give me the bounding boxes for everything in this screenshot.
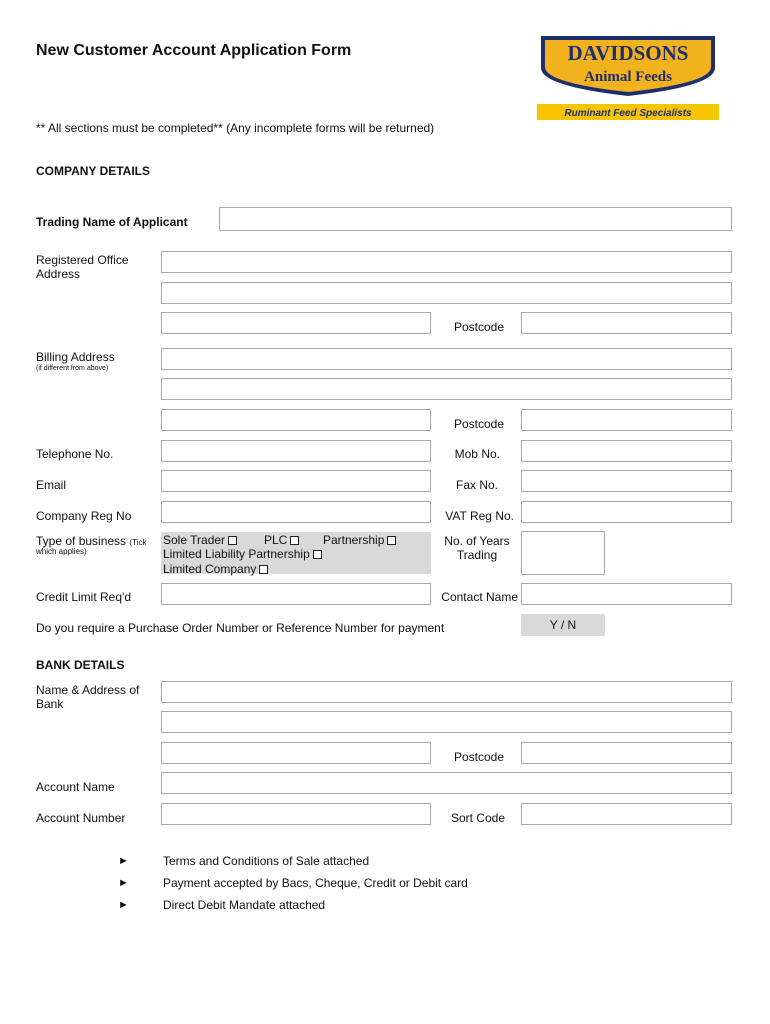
bullet-arrow-icon: ► — [118, 877, 129, 889]
business-type-options — [161, 532, 431, 574]
trading-name-field[interactable] — [219, 207, 732, 231]
billing-address-line2[interactable] — [161, 378, 732, 400]
email-label: Email — [36, 478, 67, 492]
completion-note: ** All sections must be completed** (Any incomplete forms will be returned) — [36, 121, 435, 135]
option-llp[interactable]: Limited Liability Partnership — [163, 547, 322, 561]
fax-field[interactable] — [521, 470, 732, 492]
billing-address-label: Billing Address — [36, 350, 115, 364]
billing-address-line1[interactable] — [161, 348, 732, 370]
po-yes-no-field[interactable]: Y / N — [521, 614, 605, 636]
company-details-heading: COMPANY DETAILS — [36, 164, 151, 178]
bank-details-heading: BANK DETAILS — [36, 658, 125, 672]
checkbox-limited-company[interactable] — [259, 565, 268, 574]
years-trading-field[interactable] — [521, 531, 605, 575]
email-field[interactable] — [161, 470, 431, 492]
account-name-label: Account Name — [36, 780, 115, 794]
vat-label: VAT Reg No. — [445, 509, 514, 523]
po-question: Do you require a Purchase Order Number or Reference Number for payment — [36, 621, 445, 635]
postcode-label-1: Postcode — [453, 320, 504, 334]
account-number-field[interactable] — [161, 803, 431, 825]
option-limited-company[interactable]: Limited Company — [163, 562, 268, 576]
page-title: New Customer Account Application Form — [36, 42, 352, 59]
option-plc[interactable]: PLC — [264, 533, 299, 547]
registered-office-line1[interactable] — [161, 251, 732, 273]
logo-tagline: Ruminant Feed Specialists — [564, 108, 692, 119]
credit-limit-label: Credit Limit Req'd — [36, 590, 131, 604]
billing-postcode-field[interactable] — [521, 409, 732, 431]
logo-sub-text: Animal Feeds — [584, 69, 672, 85]
bullet-terms: Terms and Conditions of Sale attached — [163, 854, 370, 868]
fax-label: Fax No. — [455, 478, 498, 492]
bank-name-address-label: Name & Address of Bank — [36, 683, 140, 711]
trading-name-label: Trading Name of Applicant — [36, 215, 188, 229]
contact-name-label: Contact Name — [441, 590, 518, 604]
checkbox-plc[interactable] — [290, 536, 299, 545]
account-number-label: Account Number — [36, 811, 126, 825]
company-reg-label: Company Reg No — [36, 509, 132, 523]
sort-code-field[interactable] — [521, 803, 732, 825]
registered-office-label: Registered Office Address — [36, 253, 129, 281]
bullet-direct-debit: Direct Debit Mandate attached — [163, 898, 326, 912]
bullet-payment: Payment accepted by Bacs, Cheque, Credit or Debit card — [163, 876, 468, 890]
checkbox-sole-trader[interactable] — [228, 536, 237, 545]
mob-field[interactable] — [521, 440, 732, 462]
account-name-field[interactable] — [161, 772, 732, 794]
bullet-arrow-icon: ► — [118, 899, 129, 911]
registered-postcode-field[interactable] — [521, 312, 732, 334]
bank-address-line1[interactable] — [161, 681, 732, 703]
registered-office-line3[interactable] — [161, 312, 431, 334]
years-trading-label: No. of Years Trading — [444, 534, 510, 562]
business-type-note: which applies) — [36, 547, 87, 556]
business-type-label: Type of business (Tick — [36, 534, 147, 548]
option-sole-trader[interactable]: Sole Trader — [163, 533, 237, 547]
davidsons-logo — [537, 34, 719, 120]
checkbox-llp[interactable] — [313, 550, 322, 559]
company-reg-field[interactable] — [161, 501, 431, 523]
bank-postcode-field[interactable] — [521, 742, 732, 764]
billing-address-note: (if different from above) — [36, 365, 109, 372]
registered-office-line2[interactable] — [161, 282, 732, 304]
vat-field[interactable] — [521, 501, 732, 523]
bank-address-line3[interactable] — [161, 742, 431, 764]
contact-name-field[interactable] — [521, 583, 732, 605]
bank-postcode-label: Postcode — [453, 750, 504, 764]
bullet-arrow-icon: ► — [118, 855, 129, 867]
logo-brand-text: DAVIDSONS — [567, 41, 689, 65]
credit-limit-field[interactable] — [161, 583, 431, 605]
postcode-label-2: Postcode — [453, 417, 504, 431]
billing-address-line3[interactable] — [161, 409, 431, 431]
telephone-field[interactable] — [161, 440, 431, 462]
mob-label: Mob No. — [454, 447, 500, 461]
telephone-label: Telephone No. — [36, 447, 114, 461]
option-partnership[interactable]: Partnership — [323, 533, 396, 547]
checkbox-partnership[interactable] — [387, 536, 396, 545]
sort-code-label: Sort Code — [450, 811, 505, 825]
bank-address-line2[interactable] — [161, 711, 732, 733]
